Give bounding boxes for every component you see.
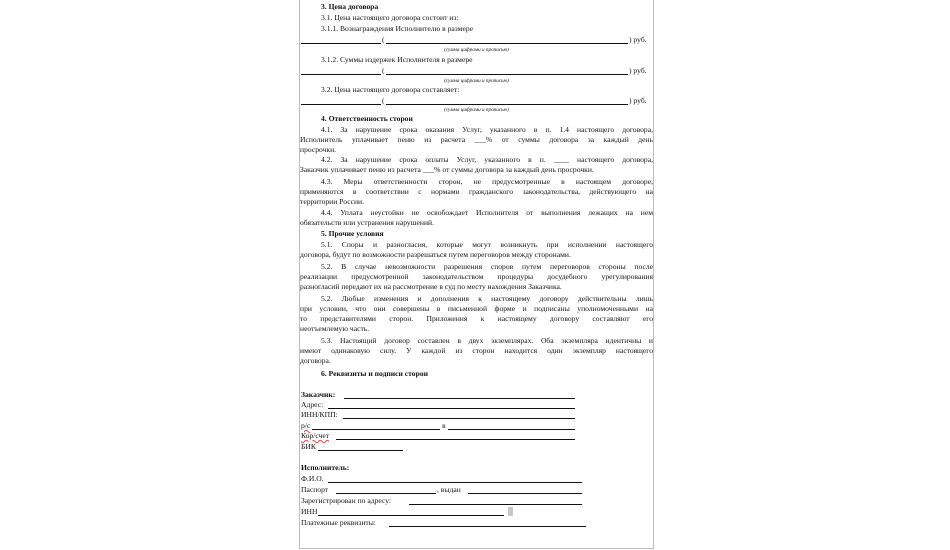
customer-bik-field (300, 442, 653, 453)
contractor-registered-line (409, 504, 582, 505)
clause-5-1-line: договора, будут по возможности разрешаться путем переговоров между сторонами. (300, 250, 571, 259)
clause-3-2: 3.2. Цена настоящего договора составляет: (321, 85, 460, 94)
clause-5-3-line: имеют одинаковую силу. У каждой из сторон находится один экземпляр настоящего (300, 346, 653, 355)
section-4-title: 4. Ответственность сторон (321, 114, 413, 123)
contractor-fio-label: Ф.И.О. (301, 474, 324, 483)
amount-underline-left (301, 43, 381, 44)
amount-line-1 (300, 35, 653, 46)
amount-underline (386, 104, 628, 105)
amount-line-2 (300, 66, 653, 77)
amount-underline-left (301, 74, 381, 75)
customer-kor-label: Кор/счет (301, 431, 330, 440)
contractor-inn-label: ИНН (301, 507, 318, 516)
section-6-title: 6. Реквизиты и подписи сторон (321, 369, 428, 378)
contractor-payment-line (389, 526, 586, 527)
cursor-marker (508, 507, 513, 516)
customer-inn-line (343, 418, 575, 419)
contractor-passport-field (300, 485, 653, 496)
amount-underline (386, 74, 628, 75)
customer-address-line (328, 408, 575, 409)
customer-kor-field (300, 431, 653, 442)
amount-underline (386, 43, 628, 44)
clause-5-3-line: 5.3. Настоящий договор составлен в двух экземплярах. Оба экземпляра идентичны и (321, 336, 653, 345)
contractor-field (300, 463, 653, 474)
section-3-title: 3. Цена договора (321, 2, 379, 11)
amount-hint: (сумма цифрами и прописью) (444, 78, 509, 84)
customer-name-line (344, 398, 575, 399)
clause-4-1-line: просрочки. (300, 145, 337, 154)
clause-5-2b-line: неотъемлемую часть. (300, 324, 370, 333)
contractor-title: Исполнитель: (301, 463, 350, 472)
contractor-issued-label: , выдан (437, 485, 461, 494)
paren-open: ( (382, 35, 385, 44)
clause-4-4-line: 4.4. Уплата неустойки не освобождает Исполнителя от выполнения лежащих на нем (321, 208, 653, 217)
amount-hint: (сумма цифрами и прописью) (444, 47, 509, 53)
customer-kor-line (336, 439, 575, 440)
clause-4-3-line: применяются в соответствии с нормами гражданского законодательства, действующего на (300, 187, 653, 196)
clause-5-2a-line: 5.2. В случае невозможности разрешения споров путем переговоров стороны после (321, 262, 653, 271)
customer-bik-label: БИК (301, 442, 316, 451)
customer-bik-line (318, 450, 403, 451)
customer-rs-line (312, 429, 440, 430)
clause-5-2b-line: то представителями сторон. Приложения к настоящему договору составляют его (300, 314, 653, 323)
paren-close-rub: ) руб. (629, 96, 647, 105)
clause-4-1-line: Исполнитель уплачивает пеню из расчета ___% от суммы договора за каждый день (300, 135, 653, 144)
customer-inn-field (300, 410, 653, 421)
contractor-passport-line (336, 493, 436, 494)
clause-4-2-line: Заказчик уплачивает пеню из расчета ___% от суммы договора за каждый день просрочки. (300, 165, 594, 174)
clause-4-4-line: обязательств или устранения нарушений. (300, 218, 435, 227)
clause-4-1-line: 4.1. За нарушение срока оказания Услуг, указанного в п. 1.4 настоящего договора, (321, 125, 653, 134)
customer-rs-label: р/с (301, 421, 311, 430)
clause-5-2b-line: 5.2. Любые изменения и дополнения к настоящему договору действительны лишь (321, 294, 653, 303)
clause-5-2a-line: разногласий передают их на рассмотрение в суд по месту нахождения Заказчика. (300, 282, 562, 291)
clause-5-3-line: договора. (300, 356, 331, 365)
clause-5-2a-line: реализации предусмотренной законодательством процедуры досудебного урегулирования (300, 272, 653, 281)
clause-4-3-line: 4.3. Меры ответственности сторон, не предусмотренные в настоящем договоре, (321, 177, 653, 186)
contractor-inn-field (300, 507, 653, 518)
clause-4-3-line: территории России. (300, 197, 364, 206)
amount-underline-left (301, 104, 381, 105)
section-5-title: 5. Прочие условия (321, 229, 384, 238)
customer-address-label: Адрес: (301, 400, 324, 409)
paren-open: ( (382, 66, 385, 75)
clause-3-1-1: 3.1.1. Вознаграждения Исполнителю в размере (321, 24, 474, 33)
clause-5-2b-line: при условии, что они совершены в письменной форме и подписаны уполномоченными на (300, 304, 653, 313)
contractor-inn-line (318, 515, 504, 516)
paren-close-rub: ) руб. (629, 66, 647, 75)
customer-title: Заказчик: (301, 390, 336, 399)
clause-3-1: 3.1. Цена настоящего договора состоит из: (321, 13, 459, 22)
customer-bank-line (448, 429, 575, 430)
customer-bank-label: в (442, 421, 446, 430)
contractor-registered-label: Зарегистрирован по адресу: (301, 496, 392, 505)
document-page (299, 0, 654, 549)
amount-line-3 (300, 96, 653, 107)
clause-4-2-line: 4.2. За нарушение срока оплаты Услуг, указанного в п. ____ настоящего договора, (321, 155, 653, 164)
customer-inn-label: ИНН/КПП: (301, 410, 338, 419)
contractor-payment-field (300, 518, 653, 529)
contractor-payment-label: Платежные реквизиты: (301, 518, 376, 527)
clause-5-1-line: 5.1. Споры и разногласия, которые могут возникнуть при исполнении настоящего (321, 240, 653, 249)
contractor-passport-label: Паспорт (301, 485, 329, 494)
contractor-issued-line (468, 493, 582, 494)
paren-open: ( (382, 96, 385, 105)
contractor-address-field (300, 496, 653, 507)
paren-close-rub: ) руб. (629, 35, 647, 44)
amount-hint: (сумма цифрами и прописью) (444, 107, 509, 113)
contractor-fio-line (328, 482, 582, 483)
clause-3-1-2: 3.1.2. Суммы издержек Исполнителя в размере (321, 55, 473, 64)
contractor-fio-field (300, 474, 653, 485)
